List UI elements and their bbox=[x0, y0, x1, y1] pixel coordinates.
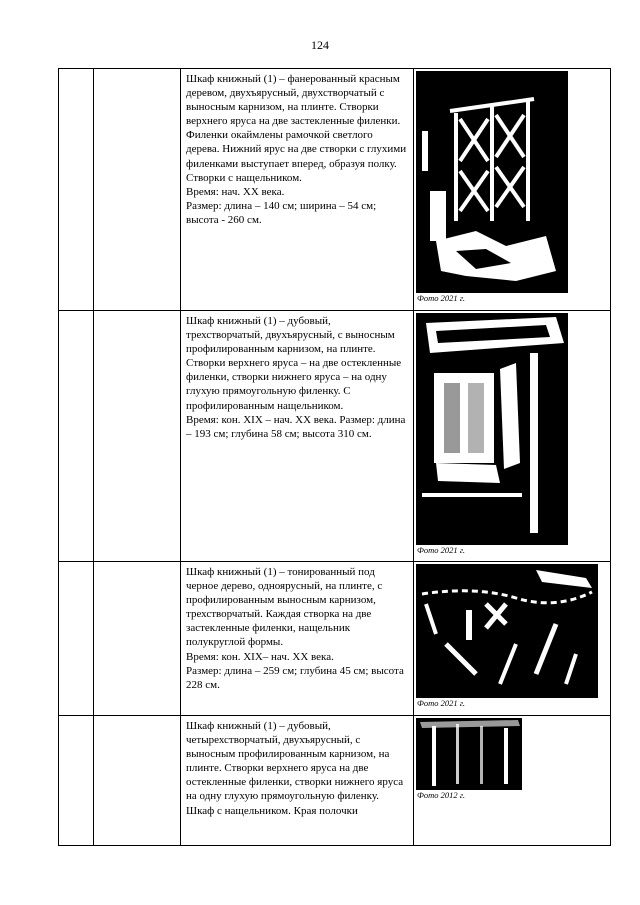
item-photo bbox=[416, 718, 522, 790]
page-number: 124 bbox=[311, 38, 329, 52]
cell-photo bbox=[414, 311, 611, 562]
photo-caption: Фото 2021 г. bbox=[417, 698, 466, 708]
cell-description bbox=[181, 311, 414, 562]
item-photo bbox=[416, 313, 568, 545]
cell-photo bbox=[414, 69, 611, 311]
cell-photo bbox=[414, 716, 611, 846]
cell-name bbox=[94, 716, 181, 846]
item-time: Время: нач. XX века. bbox=[186, 185, 285, 198]
item-photo bbox=[416, 71, 568, 293]
cell-description bbox=[181, 69, 414, 311]
photo-caption: Фото 2021 г. bbox=[417, 293, 466, 303]
item-description: Шкаф книжный (1) – дубовый, трехстворчатый, двухъярусный, с выносным профилированным карнизом, на плинте. Створки верхнего яруса – на две остекленные филенки, створки нижнего яруса – на одну глухую прямоугольную филенку. С профилированным нащельником. bbox=[186, 315, 402, 412]
photo-caption: Фото 2012 г. bbox=[417, 790, 466, 800]
item-description: Шкаф книжный (1) – фанерованный красным деревом, двухъярусный, двухстворчатый с выносным карнизом, на плинте. Створки верхнего яруса на две застекленные филенки. Филенки окаймлены рамочкой светлого дерева. Нижний ярус на две створки с глухими филенками выступает вперед, образуя полку. Створки с нащельником. bbox=[186, 73, 407, 184]
item-photo bbox=[416, 564, 598, 698]
cell-index bbox=[59, 562, 94, 716]
cell-name bbox=[94, 69, 181, 311]
item-description: Шкаф книжный (1) – тонированный под черное дерево, одноярусный, на плинте, с профилированным выносным карнизом, трехстворчатый. Каждая створка на две застекленные филенки, нащельник полукруглой формы. bbox=[186, 566, 383, 649]
item-time: Время: кон. XIX– нач. XX века. bbox=[186, 650, 334, 663]
cell-name bbox=[94, 562, 181, 716]
cell-index bbox=[59, 311, 94, 562]
table-row bbox=[59, 311, 611, 562]
cell-photo bbox=[414, 562, 611, 716]
cell-index bbox=[59, 69, 94, 311]
table-row bbox=[59, 69, 611, 311]
catalog-table bbox=[58, 68, 611, 846]
item-size: Размер: длина – 140 см; ширина – 54 см; высота - 260 см. bbox=[186, 199, 377, 226]
cell-description bbox=[181, 562, 414, 716]
table-row bbox=[59, 562, 611, 716]
cell-description bbox=[181, 716, 414, 846]
item-time: Время: кон. XIX – нач. XX века. Размер: длина – 193 см; глубина 58 см; высота 310 см. bbox=[186, 413, 406, 440]
item-size: Размер: длина – 259 см; глубина 45 см; высота 228 см. bbox=[186, 664, 404, 691]
item-description: Шкаф книжный (1) – дубовый, четырехстворчатый, двухъярусный, с выносным профилированным карнизом, на плинте. Створки верхнего яруса на две остекленные филенки, створки нижнего яруса на одну глухую прямоугольную филенку. Шкаф с нащельником. Края полочки bbox=[186, 720, 404, 817]
cell-name bbox=[94, 311, 181, 562]
cell-index bbox=[59, 716, 94, 846]
table-row bbox=[59, 716, 611, 846]
photo-caption: Фото 2021 г. bbox=[417, 545, 466, 555]
